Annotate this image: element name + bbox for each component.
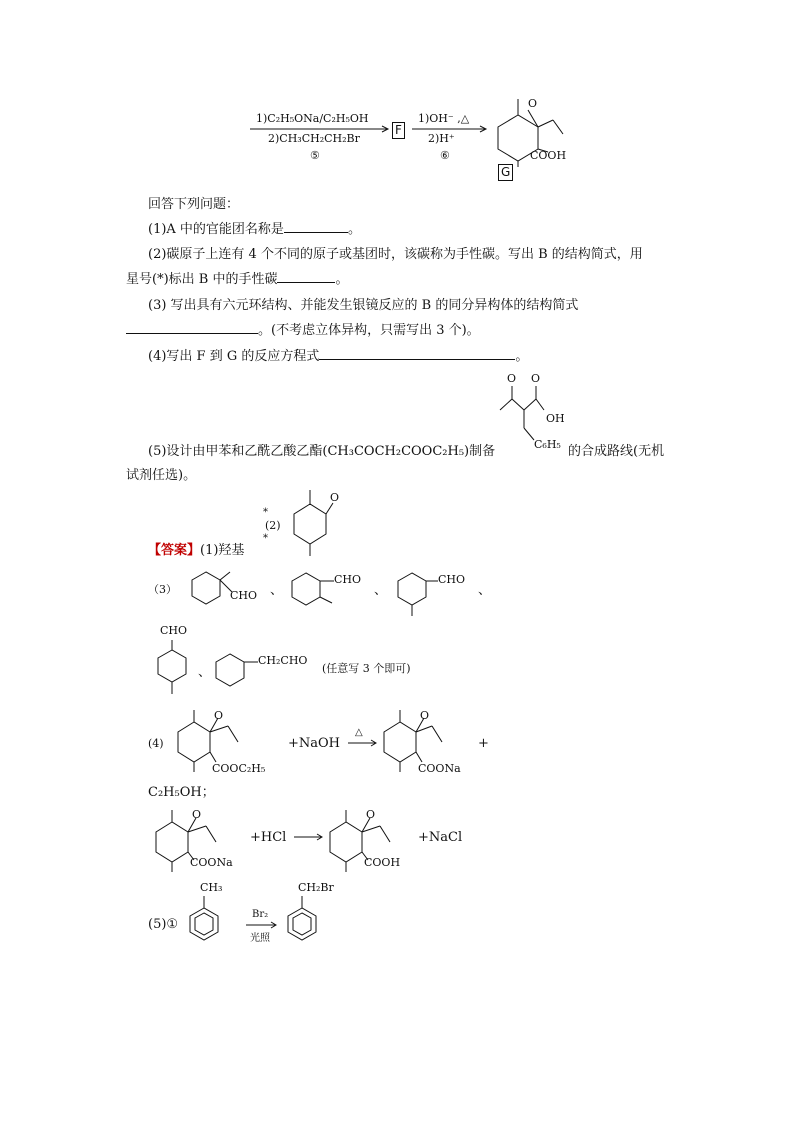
question-2-line2: 星号(*)标出 B 中的手性碳 。 bbox=[126, 272, 349, 287]
condition-5-line1: 1)C₂H₅ONa/C₂H₅OH bbox=[256, 112, 369, 125]
benzyl-ch2br: CH₂Br bbox=[298, 881, 334, 894]
question-4: (4)写出 F 到 G 的反应方程式 。 bbox=[148, 349, 529, 364]
answer-tag: 【答案】 bbox=[148, 543, 201, 558]
ester-cooc2h5: COOC₂H₅ bbox=[212, 762, 266, 775]
question-1: (1)A 中的官能团名称是 。 bbox=[148, 222, 361, 237]
reagent-br2: Br₂ bbox=[252, 909, 269, 920]
answer-1: 【答案】(1)羟基 bbox=[148, 543, 245, 558]
isomer-1-cho: CHO bbox=[230, 589, 258, 602]
a2-oxygen-label: O bbox=[330, 491, 340, 504]
condition-6-line1: 1)OH⁻ ,△ bbox=[418, 112, 470, 125]
plus-naoh: +NaOH bbox=[288, 736, 341, 751]
salt1-oxygen: O bbox=[420, 709, 430, 722]
separator-1: 、 bbox=[270, 583, 284, 598]
separator-2: 、 bbox=[374, 583, 388, 598]
q5-hydroxyl: OH bbox=[546, 412, 565, 425]
salt2-oxygen: O bbox=[192, 808, 202, 821]
question-2-line1: (2)碳原子上连有 4 个不同的原子或基团时，该碳称为手性碳。写出 B 的结构简式，用 bbox=[148, 247, 643, 262]
chiral-star-1: * bbox=[263, 507, 268, 518]
plus-hcl: +HCl bbox=[250, 830, 287, 845]
chiral-star-2: * bbox=[263, 533, 268, 544]
isomer-5-ch2cho: CH₂CHO bbox=[258, 654, 308, 667]
g-oxygen-label: O bbox=[528, 97, 538, 110]
question-5-line2: 试剂任选)。 bbox=[126, 468, 197, 483]
toluene-ch3: CH₃ bbox=[200, 881, 223, 894]
step-6-label: ⑥ bbox=[440, 149, 450, 162]
ethanol-product: C₂H₅OH； bbox=[148, 785, 215, 800]
step-5-label: ⑤ bbox=[310, 149, 320, 162]
question-3-line1: (3) 写出具有六元环结构、并能发生银镜反应的 B 的同分异构体的结构简式 bbox=[148, 298, 579, 313]
answer-4-label: (4) bbox=[148, 737, 164, 750]
ester-oxygen: O bbox=[214, 709, 224, 722]
condition-light: 光照 bbox=[250, 933, 270, 944]
answer-5-label: (5)① bbox=[148, 917, 179, 932]
acid-oxygen: O bbox=[366, 808, 376, 821]
plus-sign: + bbox=[478, 736, 489, 751]
salt2-coona: COONa bbox=[190, 856, 233, 869]
q5-oxygen-2: O bbox=[531, 372, 541, 385]
q5-oxygen-1: O bbox=[507, 372, 517, 385]
q5-phenyl: C₆H₅ bbox=[534, 438, 561, 451]
delta-condition: △ bbox=[355, 727, 363, 738]
condition-6-line2: 2)H⁺ bbox=[428, 132, 455, 145]
question-5-tail: 的合成路线(无机 bbox=[568, 444, 665, 459]
salt1-coona: COONa bbox=[418, 762, 461, 775]
answer-3-label: （3） bbox=[148, 583, 177, 596]
answer-3-note: (任意写 3 个即可) bbox=[322, 662, 411, 675]
separator-4: 、 bbox=[198, 665, 212, 680]
question-3-line2: 。(不考虑立体异构，只需写出 3 个)。 bbox=[126, 321, 480, 340]
isomer-4-cho: CHO bbox=[160, 624, 188, 637]
plus-nacl: +NaCl bbox=[418, 830, 463, 845]
separator-3: 、 bbox=[478, 583, 492, 598]
g-cooh-label: COOH bbox=[530, 149, 567, 162]
condition-5-line2: 2)CH₃CH₂CH₂Br bbox=[268, 132, 360, 145]
answer-2-label: (2) bbox=[265, 519, 281, 532]
isomer-3-cho: CHO bbox=[438, 573, 466, 586]
compound-g-box: G bbox=[498, 164, 513, 181]
isomer-2-cho: CHO bbox=[334, 573, 362, 586]
question-5-line1: (5)设计由甲苯和乙酰乙酸乙酯(CH₃COCH₂COOC₂H₅)制备 bbox=[148, 444, 496, 459]
compound-f-box: F bbox=[392, 122, 405, 139]
acid-cooh: COOH bbox=[364, 856, 401, 869]
intro-text: 回答下列问题： bbox=[148, 197, 240, 212]
